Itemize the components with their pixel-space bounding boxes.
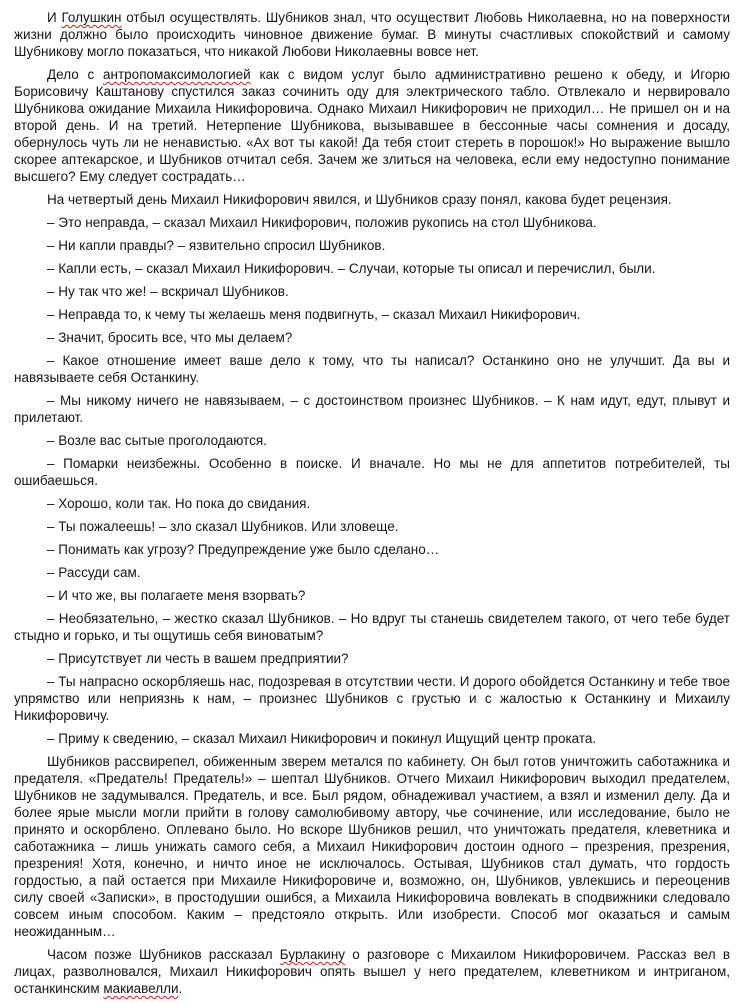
paragraph (14, 650, 730, 667)
paragraph (14, 541, 730, 558)
text-run: – Понимать как угрозу? Предупреждение уже было сделано… (47, 542, 440, 557)
text-run: как с видом услуг было административно решено к обеду, и Игорю Борисовичу Каштанову спустился заказ сочинить оду для электрического табло. Отвлекало и нервировало Шубникова ожидание Михаила Никифоровича. Однако Михаил Никифорович не приходил… Не пришел он и на второй день. И на третий. Нетерпение Шубникова, вызывавшее в бессонные часы сомнения и досаду, обернулось чуть ли не ненавистью. «Ах вот ты какой! Да тебя стоит стереть в порошок!» Но выражение вышло скорее аптекарское, и Шубников отчитал себя. Зачем же злиться на человека, если ему недоступно понимание высшего? Ему следует сострадать… (14, 67, 731, 184)
text-run: – Мы никому ничего не навязываем, – с достоинством произнес Шубников. – К нам идут, едут, плывут и прилетают. (14, 393, 730, 425)
paragraph (14, 283, 730, 300)
text-run: И (47, 10, 62, 25)
text-run: . (178, 981, 183, 996)
paragraph (14, 730, 730, 747)
paragraph (14, 753, 730, 940)
text-run: На четвертый день Михаил Никифорович явился, и Шубников сразу понял, какова будет рецензия. (47, 192, 672, 207)
misspelled-word: Бурлакину (279, 947, 346, 962)
paragraph (14, 432, 730, 449)
text-run: – Хорошо, коли так. Но пока до свидания. (47, 496, 311, 511)
text-run: – Рассуди сам. (47, 565, 141, 580)
paragraph (14, 518, 730, 535)
paragraph (14, 214, 730, 231)
text-run: – Ну так что же! – вскричал Шубников. (47, 284, 289, 299)
text-run: – Ни капли правды? – язвительно спросил Шубников. (47, 238, 386, 253)
text-run: – Ты напрасно оскорбляешь нас, подозревая в отсутствии чести. И дорого обойдется Останкину и тебе твое упрямство или неприязнь к нам, – произнес Шубников с грустью и с жалостью к Останкину и Михаилу Никифоровичу. (14, 674, 731, 723)
text-run: – И что же, вы полагаете меня взорвать? (47, 588, 306, 603)
misspelled-word: макиавелли (103, 981, 179, 996)
text-run: – Помарки неизбежны. Особенно в поиске. И вначале. Но мы не для аппетитов потребителей, ты ошибаешься. (14, 456, 730, 488)
paragraph (14, 587, 730, 604)
misspelled-word: антропомаксимологией (103, 67, 251, 82)
paragraph (14, 610, 730, 644)
text-run: отбыл осуществлять. Шубников знал, что осуществит Любовь Николаевна, но на поверхности жизни должно было происходить чиновное движение бумаг. В минуты счастливых спокойствий и самому Шубникову могло показаться, что никакой Любови Николаевны вовсе нет. (14, 10, 730, 59)
paragraph (14, 495, 730, 512)
paragraph (14, 9, 730, 60)
text-run: Часом позже Шубников рассказал (47, 947, 280, 962)
paragraph (14, 329, 730, 346)
paragraph (14, 352, 730, 386)
misspelled-word: Голушкин (61, 10, 122, 25)
text-run: Дело с (47, 67, 104, 82)
text-run: – Приму к сведению, – сказал Михаил Никифорович и покинул Ищущий центр проката. (47, 731, 597, 746)
text-run: – Ты пожалеешь! – зло сказал Шубников. Или зловеще. (47, 519, 399, 534)
paragraph (14, 455, 730, 489)
text-run: – Возле вас сытые проголодаются. (47, 433, 267, 448)
text-run: о разговоре с Михаилом Никифоровичем. Рассказ вел в лицах, разволновался, Михаил Никифорович опять вышел у него предателем, клеветником и интриганом, останкинским (14, 947, 730, 996)
paragraph (14, 564, 730, 581)
paragraph (14, 946, 730, 997)
text-run: – Капли есть, – сказал Михаил Никифорович. – Случаи, которые ты описал и перечислил, были. (47, 261, 656, 276)
paragraph (14, 306, 730, 323)
text-run: – Неправда то, к чему ты желаешь меня подвигнуть, – сказал Михаил Никифорович. (47, 307, 581, 322)
paragraph (14, 66, 730, 185)
text-run: – Присутствует ли честь в вашем предприятии? (47, 651, 349, 666)
paragraph (14, 260, 730, 277)
text-run: – Необязательно, – жестко сказал Шубников. – Но вдруг ты станешь свидетелем такого, от чего тебе будет стыдно и горько, и ты ощутишь себя виноватым? (14, 611, 730, 643)
text-run: – Значит, бросить все, что мы делаем? (47, 330, 293, 345)
paragraph (14, 673, 730, 724)
text-run: Шубников рассвирепел, обиженным зверем метался по кабинету. Он был готов уничтожить саботажника и предателя. «Предатель! Предатель!» – шептал Шубников. Отчего Михаил Никифорович выходил предателем, Шубников не задумывался. Предатель, и все. Был рядом, обнадеживал участием, а взял и изменил делу. Да и более ярые мысли могли прийти в голову самолюбивому автору, чье сочинение, или исследование, было не принято и оскорблено. Оплевано было. Но вскоре Шубников решил, что уничтожать предателя, клеветника и саботажника – лишь унижать самого себя, а Михаил Никифорович достоин одного – презрения, презрения, презрения! Хотя, конечно, и ничто иное не исключалось. Остывая, Шубников стал думать, что гордость гордостью, а пай остается при Михаиле Никифоровиче и, возможно, он, Шубников, увлекшись и переоценив силу своей «Записки», в простодушии ошибся, а Михаила Никифоровича вовлекать в сподвижники следовало совсем иным способом. Каким – предстояло открыть. Или изобрести. Способ мог оказаться и самым неожиданным… (14, 754, 730, 939)
paragraph (14, 191, 730, 208)
paragraph (14, 392, 730, 426)
paragraph (14, 237, 730, 254)
text-run: – Это неправда, – сказал Михаил Никифорович, положив рукопись на стол Шубникова. (47, 215, 597, 230)
text-run: – Какое отношение имеет ваше дело к тому, что ты написал? Останкино оно не улучшит. Да вы и навязываете себя Останкину. (14, 353, 730, 385)
